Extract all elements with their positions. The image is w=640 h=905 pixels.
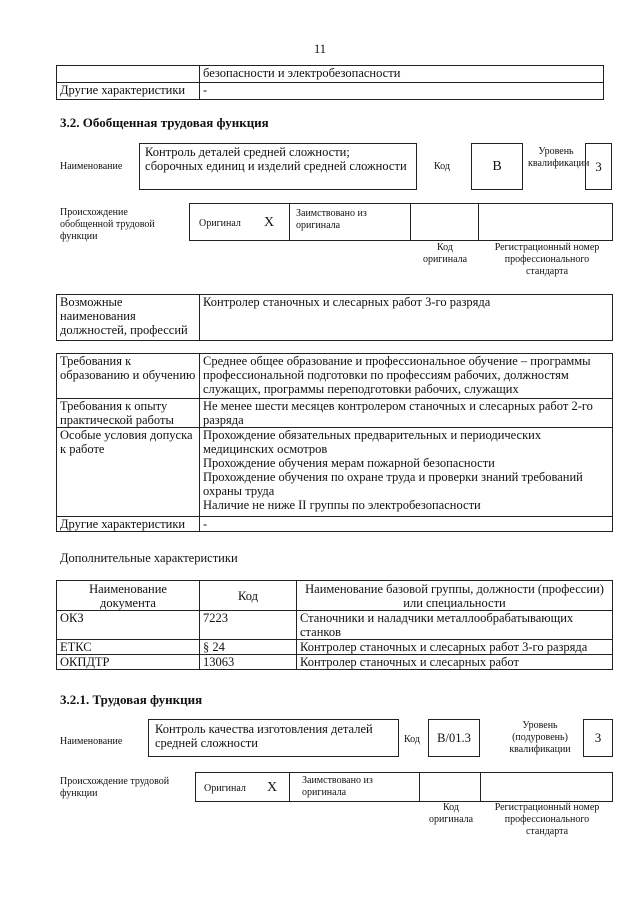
tf-name-box: Контроль качества изготовления деталей средней сложности xyxy=(148,719,399,757)
req-conditions-label: Особые условия допуска к работе xyxy=(57,428,200,517)
table-cell: 7223 xyxy=(200,611,297,640)
req-other-value: - xyxy=(200,517,613,532)
tf-original-cell xyxy=(195,772,290,802)
table-row xyxy=(57,611,613,640)
table-cell: Контролер станочных и слесарных работ 3-го разряда xyxy=(297,640,613,655)
tf-level-label: Уровень (подуровень) квалификации xyxy=(509,720,571,755)
req-conditions-value xyxy=(200,428,613,517)
table-cell: 13063 xyxy=(200,655,297,670)
tf-code-box: B/01.3 xyxy=(428,719,480,757)
tf-code-original-caption: Код оригинала xyxy=(428,802,474,825)
original-cell xyxy=(189,203,290,241)
table-cell: Станочники и наладчики металлообрабатывающих станков xyxy=(297,611,613,640)
req-other-label: Другие характеристики xyxy=(57,517,200,532)
top-table-row2-label: Другие характеристики xyxy=(57,83,200,100)
section-heading-3-2-1: 3.2.1. Трудовая функция xyxy=(60,692,203,707)
table-cell: ЕТКС xyxy=(57,640,200,655)
additional-header-name: Наименование базовой группы, должности (профессии) или специальности xyxy=(297,581,613,611)
tf-reg-number-caption: Регистрационный номер профессионального стандарта xyxy=(494,802,600,837)
gtf-code-box: B xyxy=(471,143,523,190)
top-table-row1-value: безопасности и электробезопасности xyxy=(200,66,604,83)
tf-code-label: Код xyxy=(404,734,420,745)
top-table-row2-value: - xyxy=(200,83,604,100)
req-education-value: Среднее общее образование и профессиональное обучение – программы профессиональной подготовки по профессиям рабочих, должностям служащих, программы переподготовки рабочих, служащих xyxy=(200,354,613,399)
name-label: Наименование xyxy=(60,161,123,172)
top-table xyxy=(56,65,604,100)
original-label: Оригинал xyxy=(199,218,241,229)
tf-origin-label: Происхождение трудовой функции xyxy=(60,776,170,799)
section-heading-3-2: 3.2. Обобщенная трудовая функция xyxy=(60,115,269,130)
tf-level-box: 3 xyxy=(583,719,613,757)
table-cell: § 24 xyxy=(200,640,297,655)
reg-number-caption: Регистрационный номер профессионального стандарта xyxy=(494,242,600,277)
tf-original-label: Оригинал xyxy=(204,783,246,794)
req-condition-line: Наличие не ниже II группы по электробезопасности xyxy=(203,498,481,512)
additional-heading: Дополнительные характеристики xyxy=(60,551,238,565)
table-cell: Контролер станочных и слесарных работ xyxy=(297,655,613,670)
requirements-table xyxy=(56,353,613,532)
additional-header-doc: Наименование документа xyxy=(57,581,200,611)
tf-name-label: Наименование xyxy=(60,736,123,747)
additional-header-code: Код xyxy=(200,581,297,611)
tf-code-original-cell xyxy=(419,772,481,802)
additional-table xyxy=(56,580,613,670)
positions-label: Возможные наименования должностей, профессий xyxy=(57,295,200,341)
table-cell: ОКПДТР xyxy=(57,655,200,670)
original-mark: X xyxy=(264,215,275,230)
req-condition-line: Прохождение обязательных предварительных и периодических медицинских осмотров xyxy=(203,428,542,456)
tf-reg-number-cell xyxy=(480,772,613,802)
code-label: Код xyxy=(434,161,450,172)
table-cell: ОКЗ xyxy=(57,611,200,640)
borrowed-cell: Заимствовано из оригинала xyxy=(289,203,411,241)
table-row xyxy=(57,640,613,655)
code-original-cell xyxy=(410,203,479,241)
positions-table xyxy=(56,294,613,341)
origin-label: Происхождение обобщенной трудовой функции xyxy=(60,207,155,242)
table-row xyxy=(57,655,613,670)
reg-number-cell xyxy=(478,203,613,241)
code-original-caption: Код оригинала xyxy=(422,242,468,265)
gtf-level-box: 3 xyxy=(585,143,612,190)
page-number: 11 xyxy=(313,42,327,56)
tf-original-mark: X xyxy=(267,780,278,795)
req-condition-line: Прохождение обучения по охране труда и проверки знаний требований охраны труда xyxy=(203,470,583,498)
top-table-cell-empty xyxy=(57,66,200,83)
level-label: Уровень квалификации xyxy=(528,146,590,169)
req-education-label: Требования к образованию и обучению xyxy=(57,354,200,399)
req-experience-label: Требования к опыту практической работы xyxy=(57,399,200,428)
positions-value: Контролер станочных и слесарных работ 3-го разряда xyxy=(200,295,613,341)
req-experience-value: Не менее шести месяцев контролером станочных и слесарных работ 2-го разряда xyxy=(200,399,613,428)
req-condition-line: Прохождение обучения мерам пожарной безопасности xyxy=(203,456,495,470)
tf-borrowed-cell: Заимствовано из оригинала xyxy=(289,772,420,802)
gtf-name-box: Контроль деталей средней сложности; сборочных единиц и изделий средней сложности xyxy=(139,143,417,190)
